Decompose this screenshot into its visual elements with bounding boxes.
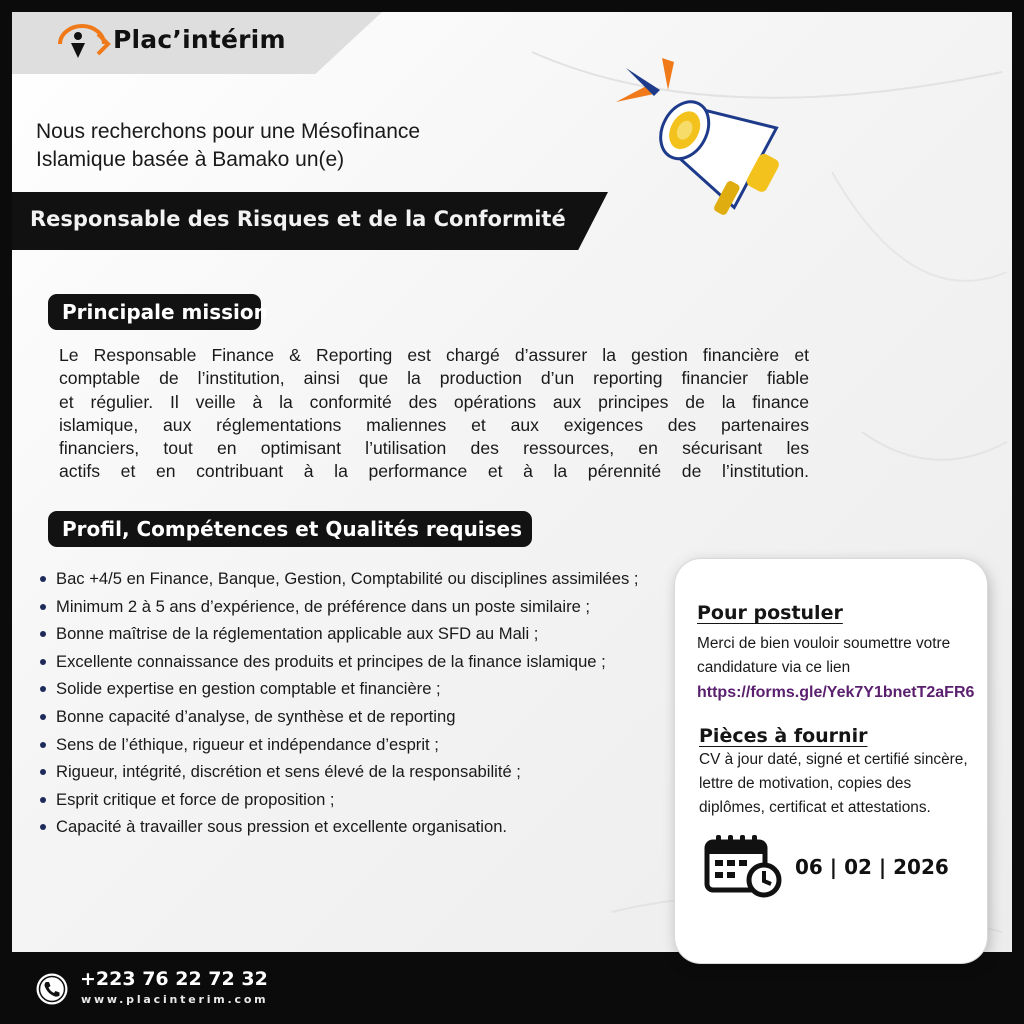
mission-line: comptable de l’institution, ainsi que la production d’un reporting financier fiable: [59, 368, 809, 389]
intro-line: Nous recherchons pour une Mésofinance: [36, 120, 421, 143]
bullet-icon: [40, 659, 46, 665]
brand-name: Plac’intérim: [113, 25, 286, 54]
application-link[interactable]: https://forms.gle/Yek7Y1bnetT2aFR6: [697, 684, 975, 701]
mission-heading: Principale mission: [48, 294, 261, 330]
list-item-text: Solide expertise en gestion comptable et financière ;: [56, 679, 441, 699]
apply-panel: [675, 559, 987, 963]
bullet-icon: [40, 714, 46, 720]
mission-line: et régulier. Il veille à la conformité des opérations aux principes de la finance: [59, 391, 809, 412]
bullet-icon: [40, 797, 46, 803]
job-title: Responsable des Risques et de la Conformité: [30, 207, 566, 231]
mission-line: financiers, tout en optimisant l’utilisation des ressources, en sécurisant les: [59, 438, 809, 459]
intro-text: [36, 118, 420, 174]
intro-line: Islamique basée à Bamako un(e): [36, 148, 345, 171]
requirements-list: [38, 565, 638, 841]
list-item-text: Bac +4/5 en Finance, Banque, Gestion, Comptabilité ou disciplines assimilées ;: [56, 569, 639, 588]
list-item: [38, 703, 638, 731]
mission-text: [59, 344, 809, 484]
bullet-icon: [40, 769, 46, 775]
documents-line: diplômes, certificat et attestations.: [699, 799, 931, 816]
calendar-clock-icon: [704, 833, 786, 899]
documents-line: lettre de motivation, copies des: [699, 775, 912, 792]
documents-line: CV à jour daté, signé et certifié sincère,: [699, 751, 968, 768]
list-item-text: Minimum 2 à 5 ans d’expérience, de préférence dans un poste similaire ;: [56, 596, 591, 616]
list-item: [38, 648, 638, 676]
list-item-text: Capacité à travailler sous pression et excellente organisation.: [56, 817, 508, 837]
bullet-icon: [40, 604, 46, 610]
list-item: [38, 813, 638, 841]
apply-heading: Pour postuler: [697, 602, 843, 624]
list-item: [38, 620, 638, 648]
phone-icon: [35, 972, 69, 1006]
list-item-text: Excellente connaissance des produits et principes de la finance islamique ;: [56, 651, 606, 671]
list-item: [38, 675, 638, 703]
mission-line: Le Responsable Finance & Reporting est chargé d’assurer la gestion financière et: [59, 345, 809, 365]
list-item: [38, 731, 638, 759]
documents-text: [699, 748, 968, 820]
list-item-text: Rigueur, intégrité, discrétion et sens élevé de la responsabilité ;: [56, 762, 521, 782]
bullet-icon: [40, 631, 46, 637]
profile-heading: Profil, Compétences et Qualités requises: [48, 511, 532, 547]
apply-line: candidature via ce lien: [697, 659, 851, 676]
list-item-text: Esprit critique et force de proposition ;: [56, 789, 335, 809]
bullet-icon: [40, 576, 46, 582]
list-item: [38, 593, 638, 621]
mission-line: islamique, aux réglementations maliennes et aux exigences des partenaires: [59, 414, 809, 435]
list-item: [38, 786, 638, 814]
bullet-icon: [40, 824, 46, 830]
list-item: [38, 565, 638, 593]
list-item: [38, 758, 638, 786]
mission-line: actifs et en contribuant à la performance et à la pérennité de l’institution.: [59, 461, 809, 482]
deadline-date: 06 | 02 | 2026: [795, 855, 949, 879]
list-item-text: Bonne maîtrise de la réglementation applicable aux SFD au Mali ;: [56, 624, 539, 644]
placinterim-logo-icon: [52, 22, 112, 66]
documents-heading: Pièces à fournir: [699, 725, 868, 747]
list-item-text: Bonne capacité d’analyse, de synthèse et de reporting: [56, 706, 456, 726]
apply-line: Merci de bien vouloir soumettre votre: [697, 635, 951, 652]
apply-instructions: [697, 632, 950, 680]
phone-number[interactable]: +223 76 22 72 32: [80, 968, 268, 990]
bullet-icon: [40, 686, 46, 692]
bullet-icon: [40, 742, 46, 748]
list-item-text: Sens de l’éthique, rigueur et indépendance d’esprit ;: [56, 734, 439, 754]
megaphone-icon: [610, 54, 810, 229]
website-link[interactable]: www.placinterim.com: [81, 993, 269, 1006]
